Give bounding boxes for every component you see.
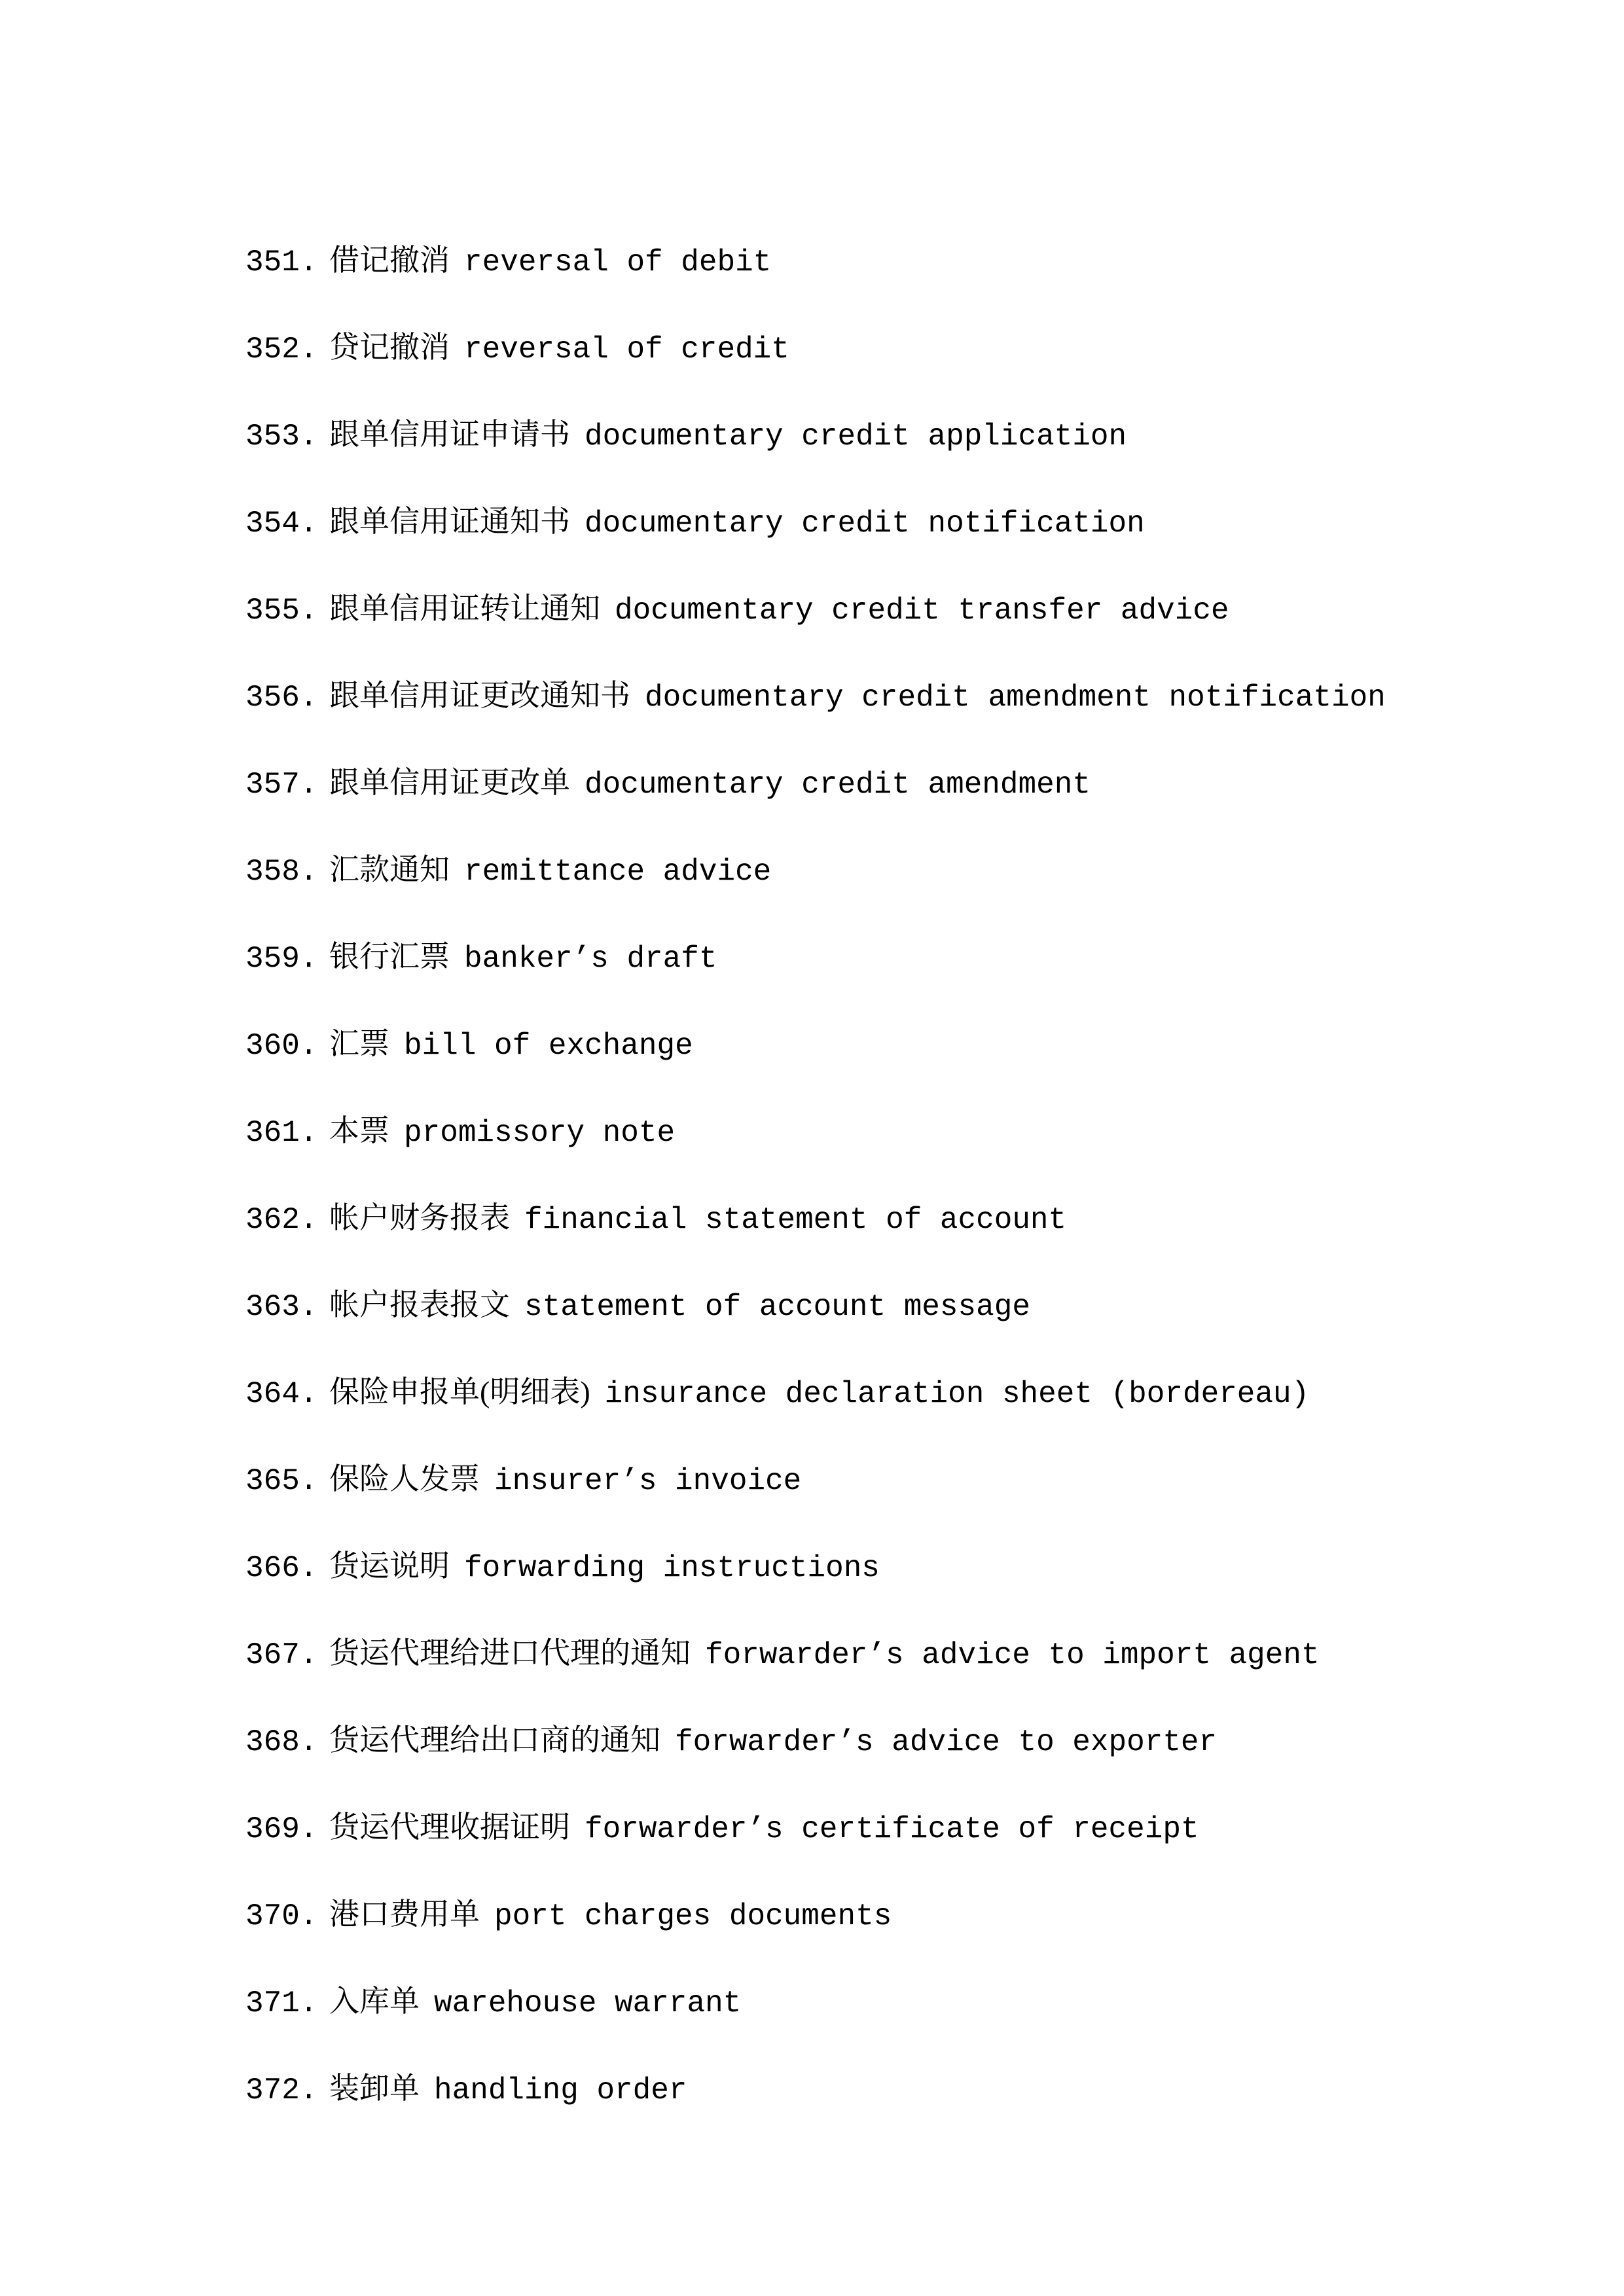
term-number: 358. <box>245 855 318 889</box>
term-row <box>245 1810 1386 1846</box>
term-row <box>245 940 1386 976</box>
term-english-label: documentary credit application <box>585 420 1127 454</box>
term-chinese-label: 帐户报表报文 <box>329 1288 510 1321</box>
term-english-label: remittance advice <box>464 855 772 889</box>
term-english-label: forwarder’s certificate of receipt <box>585 1812 1199 1846</box>
term-row <box>245 1288 1386 1324</box>
term-chinese-label: 货运说明 <box>329 1549 450 1583</box>
term-english-label: reversal of credit <box>464 332 789 367</box>
term-row <box>245 505 1386 541</box>
term-number: 372. <box>245 2073 318 2108</box>
term-chinese-label: 跟单信用证更改单 <box>329 766 570 799</box>
term-english-label: documentary credit transfer advice <box>615 594 1229 628</box>
term-chinese-label: 港口费用单 <box>329 1897 480 1931</box>
term-chinese-label: 货运代理收据证明 <box>329 1810 570 1844</box>
term-english-label: financial statement of account <box>524 1203 1067 1237</box>
term-row <box>245 1201 1386 1237</box>
term-row <box>245 1984 1386 2020</box>
term-row <box>245 1375 1386 1411</box>
term-number: 362. <box>245 1203 318 1237</box>
term-row <box>245 1723 1386 1759</box>
term-number: 371. <box>245 1986 318 2020</box>
term-chinese-label: 入库单 <box>329 1984 420 2018</box>
term-number: 369. <box>245 1812 318 1846</box>
term-chinese-label: 银行汇票 <box>329 940 450 973</box>
term-chinese-label: 汇票 <box>329 1027 389 1060</box>
term-english-label: handling order <box>434 2073 687 2108</box>
term-chinese-label: 跟单信用证申请书 <box>329 418 570 451</box>
term-english-label: forwarding instructions <box>464 1551 880 1585</box>
term-number: 364. <box>245 1377 318 1411</box>
term-english-label: insurer’s invoice <box>494 1464 802 1498</box>
term-english-label: port charges documents <box>494 1899 892 1933</box>
term-row <box>245 1897 1386 1933</box>
term-row <box>245 331 1386 367</box>
term-row <box>245 592 1386 628</box>
term-english-label: promissory note <box>404 1116 676 1150</box>
term-number: 363. <box>245 1290 318 1324</box>
term-number: 353. <box>245 420 318 454</box>
term-chinese-label: 跟单信用证通知书 <box>329 505 570 538</box>
term-number: 352. <box>245 332 318 367</box>
term-row <box>245 766 1386 802</box>
term-row <box>245 418 1386 454</box>
term-row <box>245 2072 1386 2108</box>
term-chinese-label: 贷记撤消 <box>329 331 450 364</box>
term-number: 370. <box>245 1899 318 1933</box>
term-english-label: documentary credit notification <box>585 507 1145 541</box>
term-number: 357. <box>245 768 318 802</box>
term-chinese-label: 保险申报单(明细表) <box>329 1375 590 1408</box>
term-english-label: warehouse warrant <box>434 1986 742 2020</box>
term-english-label: banker’s draft <box>464 942 717 976</box>
term-chinese-label: 汇款通知 <box>329 853 450 886</box>
term-number: 356. <box>245 681 318 715</box>
term-row <box>245 1462 1386 1498</box>
term-english-label: insurance declaration sheet (bordereau) <box>604 1377 1310 1411</box>
term-number: 368. <box>245 1725 318 1759</box>
term-row <box>245 1636 1386 1672</box>
term-english-label: forwarder’s advice to import agent <box>705 1638 1320 1672</box>
term-chinese-label: 装卸单 <box>329 2072 420 2105</box>
term-english-label: reversal of debit <box>464 245 772 279</box>
term-chinese-label: 跟单信用证更改通知书 <box>329 679 630 712</box>
term-number: 367. <box>245 1638 318 1672</box>
term-chinese-label: 跟单信用证转让通知 <box>329 592 600 625</box>
term-number: 360. <box>245 1029 318 1063</box>
term-chinese-label: 借记撤消 <box>329 243 450 277</box>
term-chinese-label: 本票 <box>329 1114 389 1147</box>
term-chinese-label: 帐户财务报表 <box>329 1201 510 1234</box>
term-number: 354. <box>245 507 318 541</box>
term-english-label: documentary credit amendment <box>585 768 1091 802</box>
term-number: 361. <box>245 1116 318 1150</box>
term-number: 351. <box>245 245 318 279</box>
term-chinese-label: 货运代理给进口代理的通知 <box>329 1636 691 1670</box>
term-number: 366. <box>245 1551 318 1585</box>
term-chinese-label: 保险人发票 <box>329 1462 480 1496</box>
term-row <box>245 679 1386 715</box>
term-english-label: forwarder’s advice to exporter <box>675 1725 1218 1759</box>
term-number: 365. <box>245 1464 318 1498</box>
term-row <box>245 1114 1386 1150</box>
term-row <box>245 243 1386 279</box>
term-chinese-label: 货运代理给出口商的通知 <box>329 1723 660 1757</box>
term-row <box>245 1027 1386 1063</box>
term-english-label: statement of account message <box>524 1290 1030 1324</box>
term-english-label: documentary credit amendment notification <box>645 681 1386 715</box>
term-english-label: bill of exchange <box>404 1029 693 1063</box>
term-row <box>245 1549 1386 1585</box>
term-list <box>245 243 1386 2159</box>
term-row <box>245 853 1386 889</box>
term-number: 355. <box>245 594 318 628</box>
term-number: 359. <box>245 942 318 976</box>
